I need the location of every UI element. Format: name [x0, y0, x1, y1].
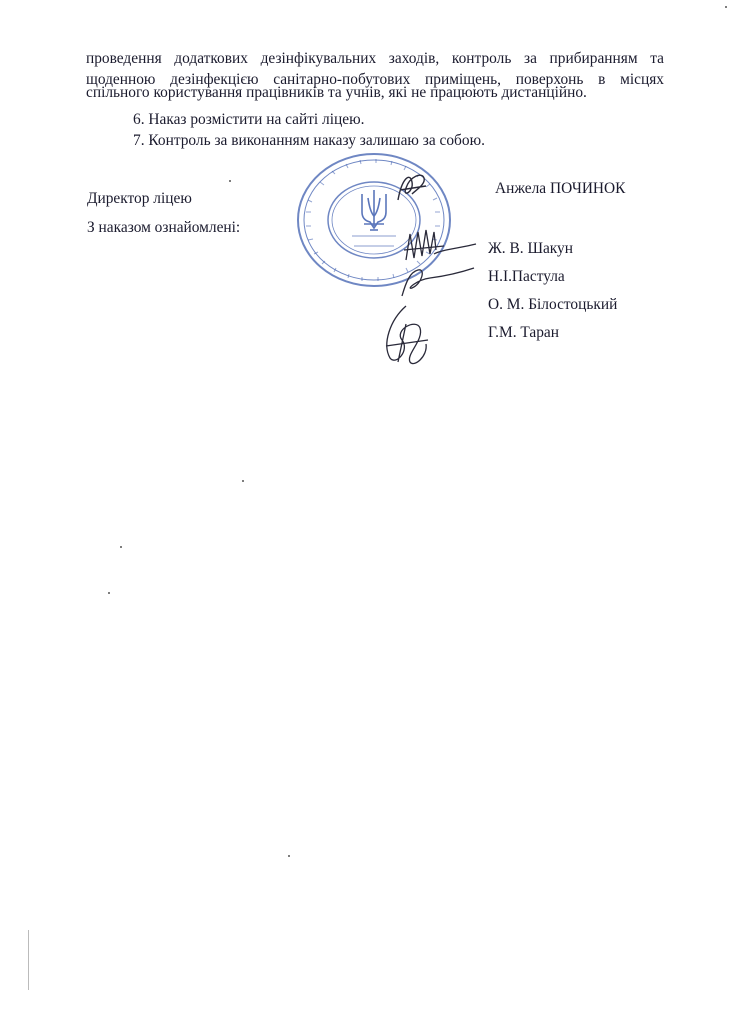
acknowledged-name-3: О. М. Білостоцький: [488, 296, 618, 313]
signature-bilostotskyi: [376, 300, 436, 370]
order-item-7: 7. Контроль за виконанням наказу залишаю за собою.: [133, 132, 485, 149]
director-label: Директор ліцею: [87, 190, 192, 207]
acknowledged-name-2: Н.І.Пастула: [488, 268, 565, 285]
director-name: Анжела ПОЧИНОК: [495, 180, 626, 197]
acknowledged-name-4: Г.М. Таран: [488, 324, 560, 341]
acknowledged-name-1: Ж. В. Шакун: [488, 240, 573, 257]
order-item-6: 6. Наказ розмістити на сайті ліцею.: [133, 111, 365, 128]
acknowledged-label: З наказом ознайомлені:: [87, 219, 241, 236]
paragraph-line-3: спільного користування працівників та учнів, які не працюють дистанційно.: [86, 84, 587, 101]
trident-icon: [362, 190, 386, 230]
paragraph-line-1: проведення додаткових дезінфікувальних заходів, контроль за прибиранням та: [86, 50, 664, 67]
paragraph-line-2: щоденною дезінфекцією санітарно-побутових приміщень, поверхонь в місцях: [86, 71, 664, 88]
signature-pastula: [396, 262, 476, 302]
director-signature: [392, 168, 432, 208]
